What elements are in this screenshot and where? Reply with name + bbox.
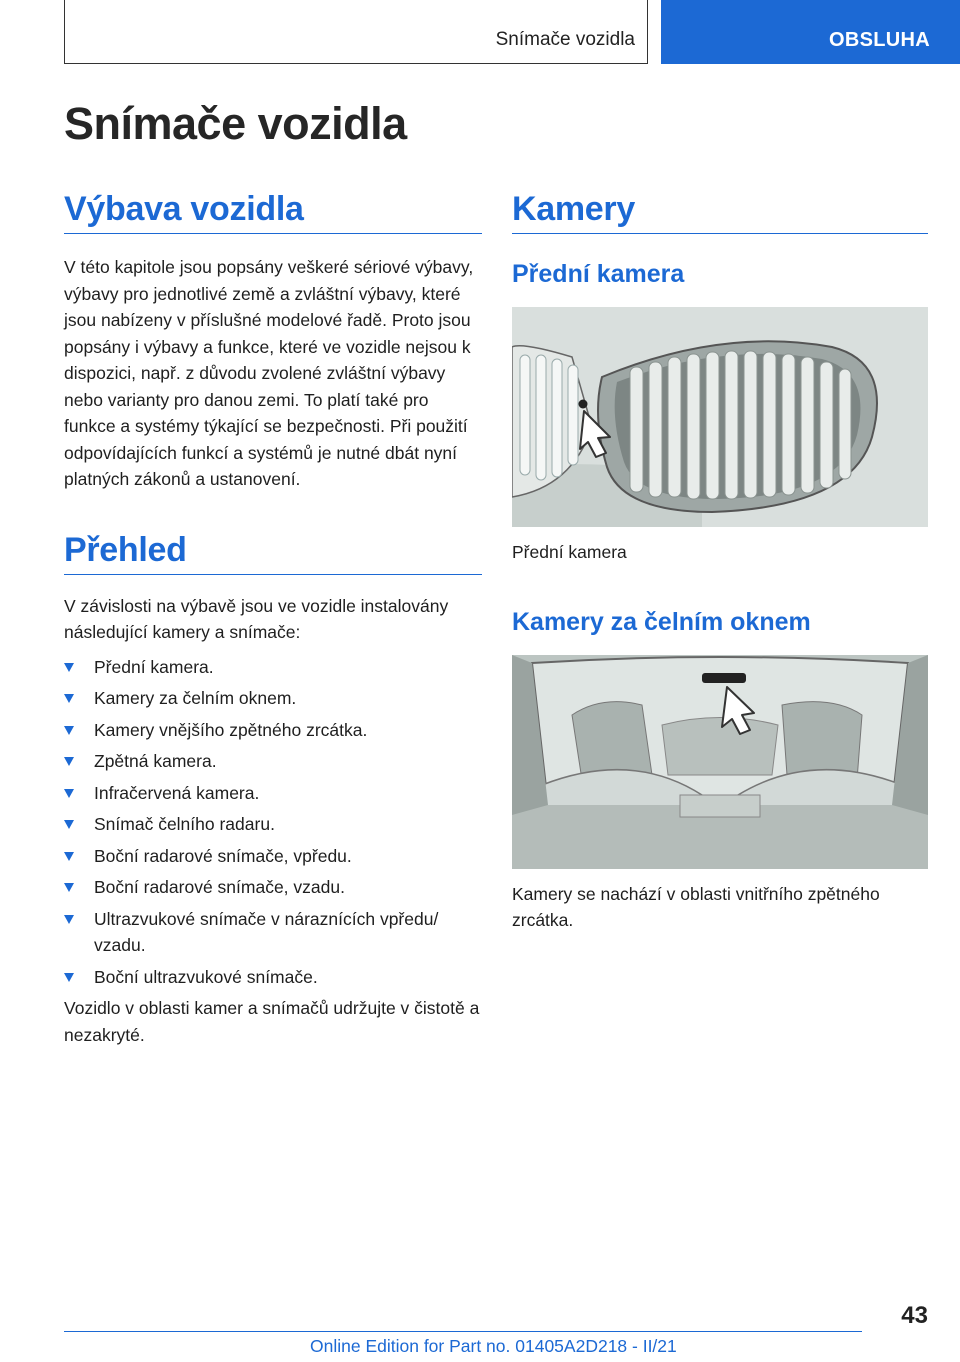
list-item-text: Snímač čelního radaru. <box>94 814 275 834</box>
page-number: 43 <box>901 1302 928 1329</box>
list-item-text: Boční radarové snímače, vzadu. <box>94 877 345 897</box>
bullet-triangle-icon <box>64 726 74 735</box>
footer-edition: Online Edition for Part no. 01405A2D218 - II/21 <box>310 1336 677 1356</box>
figure-windshield-cameras <box>512 655 928 869</box>
bullet-triangle-icon <box>64 852 74 861</box>
bullet-triangle-icon <box>64 915 74 924</box>
paragraph-prehled: V závislosti na výbavě jsou ve vozidle instalovány následující kamery a snímače: <box>64 595 449 642</box>
heading-vybava: Výbava vozidla <box>64 190 482 234</box>
caption-front-camera: Přední kamera <box>512 542 627 562</box>
list-item <box>64 654 482 681</box>
equipment-list <box>64 654 482 991</box>
bullet-triangle-icon <box>64 789 74 798</box>
heading-predni-kamera: Přední kamera <box>512 260 685 288</box>
list-item <box>64 964 482 991</box>
bullet-triangle-icon <box>64 973 74 982</box>
bullet-triangle-icon <box>64 883 74 892</box>
list-item <box>64 748 482 775</box>
heading-kamery: Kamery <box>512 190 928 234</box>
bullet-triangle-icon <box>64 663 74 672</box>
front-grille-illustration <box>512 307 928 527</box>
list-item-text: Infračervená kamera. <box>94 782 260 803</box>
list-item-text: Přední kamera. <box>94 656 214 677</box>
list-item <box>64 843 482 870</box>
list-item-text: Kamery vnějšího zpětného zrcátka. <box>94 719 368 740</box>
list-item <box>64 780 482 807</box>
heading-kamery-celni: Kamery za čelním oknem <box>512 607 811 636</box>
list-item <box>64 874 482 901</box>
list-item <box>64 906 482 959</box>
list-item <box>64 717 482 744</box>
list-item-text: Boční ultrazvukové snímače. <box>94 966 318 987</box>
left-column <box>64 190 482 1048</box>
footer-divider <box>64 1331 862 1332</box>
paragraph-closing: Vozidlo v oblasti kamer a snímačů udržujte v čistotě a nezakryté. <box>64 998 480 1045</box>
list-item <box>64 685 482 712</box>
header-section-title: Snímače vozidla <box>495 29 635 50</box>
list-item-text: Kamery za čelním oknem. <box>94 688 297 708</box>
list-item-text: Ultrazvukové snímače v náraznících vpředu/ vzadu. <box>94 908 439 955</box>
header-box <box>64 0 648 64</box>
bullet-triangle-icon <box>64 757 74 766</box>
right-column <box>512 190 928 934</box>
windshield-interior-illustration <box>512 655 928 869</box>
bullet-triangle-icon <box>64 820 74 829</box>
paragraph-vybava: V této kapitole jsou popsány veškeré sériové výbavy, výbavy pro jednotlivé země a zvláštní výbavy, které jsou nabízeny v příslušné modelové řadě. Proto jsou popsány i výbavy a funkce, které ve vozidle nejsou k dispozici, např. z důvodu zvolené zvláštní výbavy nebo varianty pro danou zemi. To platí také pro funkce a systémy týkající se bezpečnosti. Při použití odpovídajících funkcí a systémů je nutné dbát nyní platných zákonů a ustanovení. <box>64 257 474 489</box>
list-item-text: Boční radarové snímače, vpředu. <box>94 845 352 866</box>
caption-windshield-cameras: Kamery se nachází v oblasti vnitřního zpětného zrcátka. <box>512 883 880 930</box>
heading-prehled: Přehled <box>64 531 482 575</box>
list-item <box>64 811 482 838</box>
page-title: Snímače vozidla <box>64 98 407 149</box>
header-tab-obsluha[interactable]: OBSLUHA <box>661 0 960 64</box>
figure-front-camera <box>512 307 928 527</box>
list-item-text: Zpětná kamera. <box>94 751 217 771</box>
bullet-triangle-icon <box>64 694 74 703</box>
